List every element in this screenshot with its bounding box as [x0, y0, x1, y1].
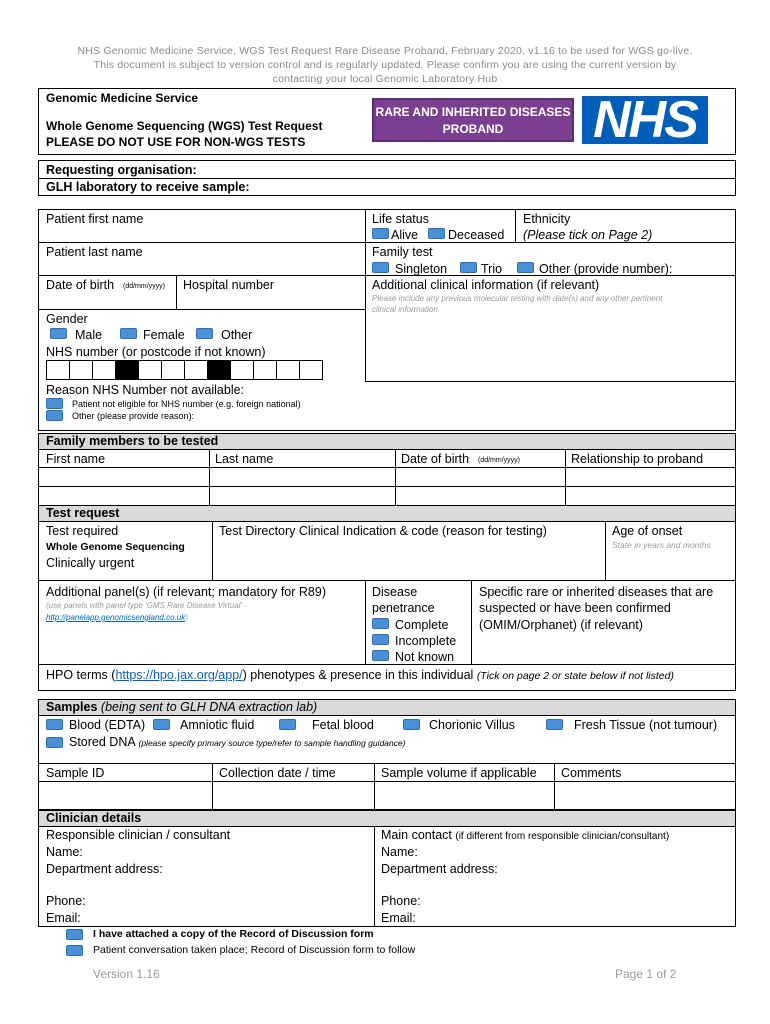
clinician-header-bg [39, 811, 735, 826]
hpo-suffix: ) phenotypes & presence in this individual [242, 668, 474, 682]
page-number: Page 1 of 2 [615, 967, 677, 981]
header-note-line-2: This document is subject to version control and is regularly updated. Please confirm you are using the current version by [93, 59, 677, 71]
responsible-email-label: Email: [46, 911, 81, 925]
trio-label: Trio [481, 262, 503, 276]
gender-label: Gender [46, 312, 88, 326]
male-label: Male [75, 328, 103, 342]
deceased-label: Deceased [448, 228, 505, 242]
patient-divider-1 [38, 242, 365, 243]
test-divider-3 [38, 664, 736, 665]
nhs-number-input[interactable] [46, 360, 324, 380]
clinician-divider [38, 826, 736, 827]
responsible-phone-label: Phone: [46, 894, 86, 908]
deceased-checkbox[interactable] [428, 228, 445, 239]
alive-checkbox[interactable] [372, 228, 389, 239]
family-col-relationship: Relationship to proband [571, 452, 704, 466]
header-note-line-1: NHS Genomic Medicine Service, WGS Test Request Rare Disease Proband, February 2020, v1.16 to be used for WGS go-live. [77, 45, 693, 57]
dob-format: (dd/mm/yyyy) [123, 283, 165, 290]
family-col-first: First name [46, 452, 106, 466]
life-status-label: Life status [372, 212, 429, 226]
patient-divider-v [365, 209, 366, 381]
reason-title: Reason NHS Number not available: [46, 383, 245, 397]
other-gender-checkbox[interactable] [196, 328, 213, 339]
test-col-divider-1 [212, 521, 213, 580]
family-row-1[interactable] [39, 468, 735, 486]
header-note-line-3: contacting your local Genomic Laboratory Hub [272, 73, 498, 85]
family-row-2[interactable] [39, 487, 735, 505]
chorionic-villus-label: Chorionic Villus [429, 718, 515, 732]
family-members-title: Family members to be tested [46, 434, 219, 448]
family-col-dob: Date of birth [401, 452, 470, 466]
nhs-separator-cell [115, 360, 139, 380]
amniotic-fluid-checkbox[interactable] [153, 719, 170, 730]
nhs-digit-cell [253, 360, 277, 380]
fetal-blood-label: Fetal blood [312, 718, 374, 732]
age-onset-note: State in years and months [612, 540, 711, 550]
org-divider [38, 178, 736, 179]
amniotic-fluid-label: Amniotic fluid [180, 718, 255, 732]
sample-id-col: Sample ID [46, 766, 105, 780]
hpo-prefix: HPO terms ( [46, 668, 116, 682]
additional-info-label: Additional clinical information (if relevant) [372, 278, 600, 292]
main-contact-line [381, 828, 669, 842]
other-reason-label: Other (please provide reason): [72, 411, 195, 421]
hpo-link[interactable]: https://hpo.jax.org/app/ [115, 668, 243, 682]
ethnicity-label: Ethnicity [523, 212, 571, 226]
badge-line-1: RARE AND INHERITED DISEASES [375, 105, 571, 119]
panels-note: (use panels with panel type 'GMS Rare Disease Virtual' - [46, 601, 247, 610]
badge-line-2: PROBAND [442, 122, 504, 136]
ethnicity-divider [515, 209, 516, 242]
attached-record-label: I have attached a copy of the Record of Discussion form [93, 928, 374, 940]
family-test-label: Family test [372, 245, 433, 259]
comments-col: Comments [561, 766, 622, 780]
main-contact-email-label: Email: [381, 911, 416, 925]
age-onset-label: Age of onset [612, 524, 683, 538]
patient-last-name-label: Patient last name [46, 245, 143, 259]
stored-dna-label: Stored DNA [69, 735, 136, 749]
clinician-title: Clinician details [46, 811, 142, 825]
responsible-department-label: Department address: [46, 862, 163, 876]
samples-title: Samples [46, 700, 98, 714]
patient-first-name-label: Patient first name [46, 212, 144, 226]
main-contact-label: Main contact [381, 828, 452, 842]
nhs-digit-cell [161, 360, 185, 380]
female-label: Female [143, 328, 185, 342]
responsible-clinician-label: Responsible clinician / consultant [46, 828, 231, 842]
patient-divider-right-bottom [365, 381, 736, 382]
blood-edta-checkbox[interactable] [46, 719, 63, 730]
singleton-label: Singleton [395, 262, 448, 276]
wgs-label: Whole Genome Sequencing [46, 541, 185, 553]
main-contact-note: (if different from responsible clinician/consultant) [455, 831, 670, 842]
directory-label: Test Directory Clinical Indication & code (reason for testing) [219, 524, 547, 538]
test-col-divider-2 [605, 521, 606, 580]
test-divider-2 [38, 580, 736, 581]
incomplete-label: Incomplete [395, 634, 457, 648]
trio-checkbox[interactable] [460, 262, 477, 273]
disease-label: Disease [372, 585, 418, 599]
main-contact-name-label: Name: [381, 845, 418, 859]
complete-checkbox[interactable] [372, 618, 389, 629]
stored-dna-line [69, 735, 405, 749]
family-col-last: Last name [215, 452, 274, 466]
blood-edta-label: Blood (EDTA) [69, 718, 146, 732]
fetal-blood-checkbox[interactable] [279, 719, 296, 730]
complete-label: Complete [395, 618, 449, 632]
test-header-bg [39, 506, 735, 521]
request-title: Whole Genome Sequencing (WGS) Test Request [46, 119, 323, 133]
panelapp-link[interactable]: http://panelapp.genomicsengland.co.uk [46, 613, 186, 622]
female-checkbox[interactable] [120, 328, 137, 339]
chorionic-villus-checkbox[interactable] [403, 719, 420, 730]
panels-label: Additional panel(s) (if relevant; mandatory for R89) [46, 585, 326, 599]
test-required-label: Test required [46, 524, 119, 538]
clinician-col-divider [374, 826, 375, 927]
stored-dna-checkbox[interactable] [46, 737, 63, 748]
hpo-note: (Tick on page 2 or state below if not listed) [476, 670, 674, 682]
attached-record-checkbox[interactable] [66, 929, 83, 940]
alive-label: Alive [391, 228, 419, 242]
test-col-divider-3 [365, 580, 366, 664]
male-checkbox[interactable] [50, 328, 67, 339]
nhs-digit-cell [184, 360, 208, 380]
other-reason-checkbox[interactable] [46, 410, 63, 421]
samples-title-note: (being sent to GLH DNA extraction lab) [100, 700, 318, 714]
test-request-title: Test request [46, 506, 120, 520]
fresh-tissue-label: Fresh Tissue (not tumour) [574, 718, 718, 732]
not-known-label: Not known [395, 650, 455, 664]
patient-divider-3 [38, 309, 365, 310]
family-divider-1 [38, 449, 736, 450]
test-divider-1 [38, 521, 736, 522]
additional-info-note-2: clinical information [372, 305, 438, 314]
family-col-dob-format: (dd/mm/yyyy) [478, 457, 520, 464]
singleton-checkbox[interactable] [372, 262, 389, 273]
service-title: Genomic Medicine Service [46, 91, 199, 105]
samples-divider-1 [38, 715, 736, 716]
fresh-tissue-checkbox[interactable] [546, 719, 563, 730]
version-label: Version 1.16 [93, 967, 160, 981]
sample-volume-col: Sample volume if applicable [381, 766, 537, 780]
nhs-separator-cell [207, 360, 231, 380]
not-eligible-label: Patient not eligible for NHS number (e.g. foreign national) [72, 399, 301, 409]
glh-lab-label: GLH laboratory to receive sample: [46, 180, 250, 194]
nhs-logo: NHS [582, 96, 708, 144]
rare-diseases-badge [372, 98, 574, 142]
nhs-digit-cell [138, 360, 162, 380]
responsible-name-label: Name: [46, 845, 83, 859]
nhs-digit-cell [69, 360, 93, 380]
conversation-checkbox[interactable] [66, 945, 83, 956]
dob-label: Date of birth [46, 278, 115, 292]
other-family-label: Other (provide number): [539, 262, 673, 276]
sample-row[interactable] [39, 782, 735, 809]
specific-line-2: suspected or have been confirmed [479, 601, 671, 615]
dob-divider [176, 275, 177, 309]
incomplete-checkbox[interactable] [372, 634, 389, 645]
nhs-digit-cell [276, 360, 300, 380]
nhs-number-label: NHS number (or postcode if not known) [46, 345, 266, 359]
samples-divider-2 [38, 763, 736, 764]
other-family-checkbox[interactable] [517, 262, 534, 273]
penetrance-label: penetrance [372, 601, 435, 615]
nhs-digit-cell [92, 360, 116, 380]
specific-line-3: (OMIM/Orphanet) (if relevant) [479, 618, 643, 632]
document-header-note [40, 44, 730, 86]
ethnicity-note: (Please tick on Page 2) [523, 228, 653, 242]
nhs-digit-cell [230, 360, 254, 380]
collection-date-col: Collection date / time [219, 766, 336, 780]
panels-link-line [46, 613, 188, 622]
specific-line-1: Specific rare or inherited diseases that are [479, 585, 714, 599]
warning-text: PLEASE DO NOT USE FOR NON-WGS TESTS [46, 135, 306, 149]
test-col-divider-4 [471, 580, 472, 664]
not-eligible-checkbox[interactable] [46, 398, 63, 409]
requesting-org-label: Requesting organisation: [46, 163, 197, 177]
hospital-number-label: Hospital number [183, 278, 275, 292]
nhs-digit-cell [299, 360, 323, 380]
additional-info-note-1: Please include any previous molecular testing with date(s) and any other pertinent [372, 294, 663, 303]
hpo-line [46, 668, 674, 682]
other-gender-label: Other [221, 328, 253, 342]
conversation-label: Patient conversation taken place; Record of Discussion form to follow [93, 944, 416, 956]
stored-dna-note: (please specify primary source type/refer to sample handling guidance) [138, 738, 406, 748]
main-contact-department-label: Department address: [381, 862, 498, 876]
clinically-urgent-label: Clinically urgent [46, 556, 135, 570]
main-contact-phone-label: Phone: [381, 894, 421, 908]
panels-link-close: ) [185, 613, 188, 622]
not-known-checkbox[interactable] [372, 650, 389, 661]
nhs-digit-cell [46, 360, 70, 380]
samples-title-line [46, 700, 317, 714]
life-divider [365, 242, 736, 243]
